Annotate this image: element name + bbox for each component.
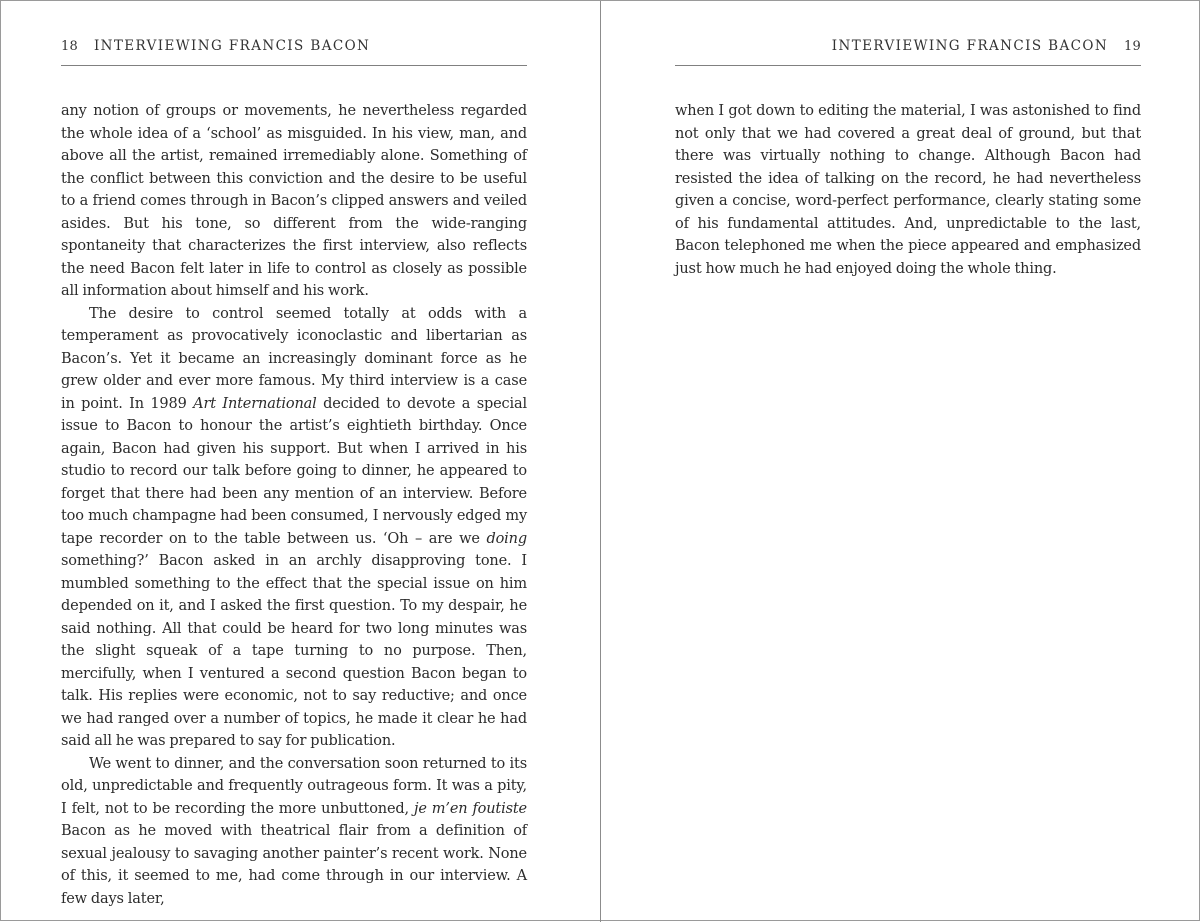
- body-text: [61, 100, 527, 910]
- paragraph: [675, 100, 1141, 280]
- text-run: We went to dinner, and the conversation soon returned to its old, unpredictable and frequently outrageous form. It was a pity, I felt, not to be recording the more unbuttoned,: [61, 755, 527, 817]
- running-head: INTERVIEWING FRANCIS BACON: [93, 38, 371, 54]
- paragraph: [61, 100, 527, 303]
- page-number: 18: [61, 39, 78, 54]
- paragraph: [61, 753, 527, 911]
- text-run: decided to devote a special issue to Bacon to honour the artist’s eightieth birthday. Once again, Bacon had given his support. But when I arrived in his studio to record our talk before going to dinner, he appeared to forget that there had been any mention of an interview. Before too much champagne had been consumed, I nervously edged my tape recorder on to the table between us. ‘Oh – are we: [61, 395, 527, 547]
- running-head: INTERVIEWING FRANCIS BACON: [831, 38, 1109, 54]
- gutter-divider: [600, 1, 601, 922]
- italic-text: Art International: [193, 395, 317, 412]
- text-run: any notion of groups or movements, he nevertheless regarded the whole idea of a ‘school’ as misguided. In his view, man, and above all the artist, remained irremediably alone. Something of the conflict between this conviction and the desire to be useful to a friend comes through in Bacon’s clipped answers and veiled asides. But his tone, so different from the wide-ranging spontaneity that characterizes the first interview, also reflects the need Bacon felt later in life to control as closely as possible all information about himself and his work.: [61, 103, 527, 299]
- left-page-header: [61, 38, 527, 54]
- body-text: [675, 100, 1141, 280]
- header-rule: [61, 65, 527, 66]
- italic-text: je m’en foutiste: [414, 800, 527, 817]
- header-rule: [675, 65, 1141, 66]
- paragraph: [61, 303, 527, 753]
- text-run: The desire to control seemed totally at odds with a temperament as provocatively iconoclastic and libertarian as Bacon’s. Yet it became an increasingly dominant force as he grew older and ever more famous. My third interview is a case in point. In 1989: [61, 305, 527, 412]
- page-number: 19: [1124, 39, 1141, 54]
- text-run: when I got down to editing the material, I was astonished to find not only that we had covered a great deal of ground, but that there was virtually nothing to change. Although Bacon had resisted the idea of talking on the record, he had nevertheless given a concise, word-perfect performance, clearly stating some of his fundamental attitudes. And, unpredictable to the last, Bacon telephoned me when the piece appeared and emphasized just how much he had enjoyed doing the whole thing.: [675, 103, 1141, 277]
- left-page: [61, 1, 527, 922]
- right-page: [675, 1, 1141, 922]
- italic-text: doing: [486, 530, 527, 547]
- text-run: something?’ Bacon asked in an archly disapproving tone. I mumbled something to the effect that the special issue on him depended on it, and I asked the first question. To my despair, he said nothing. All that could be heard for two long minutes was the slight squeak of a tape turning to no purpose. Then, mercifully, when I ventured a second question Bacon began to talk. His replies were economic, not to say reductive; and once we had ranged over a number of topics, he made it clear he had said all he was prepared to say for publication.: [61, 553, 527, 749]
- right-page-header: [675, 38, 1141, 54]
- text-run: Bacon as he moved with theatrical flair from a definition of sexual jealousy to savaging another painter’s recent work. None of this, it seemed to me, had come through in our interview. A few days later,: [61, 823, 527, 907]
